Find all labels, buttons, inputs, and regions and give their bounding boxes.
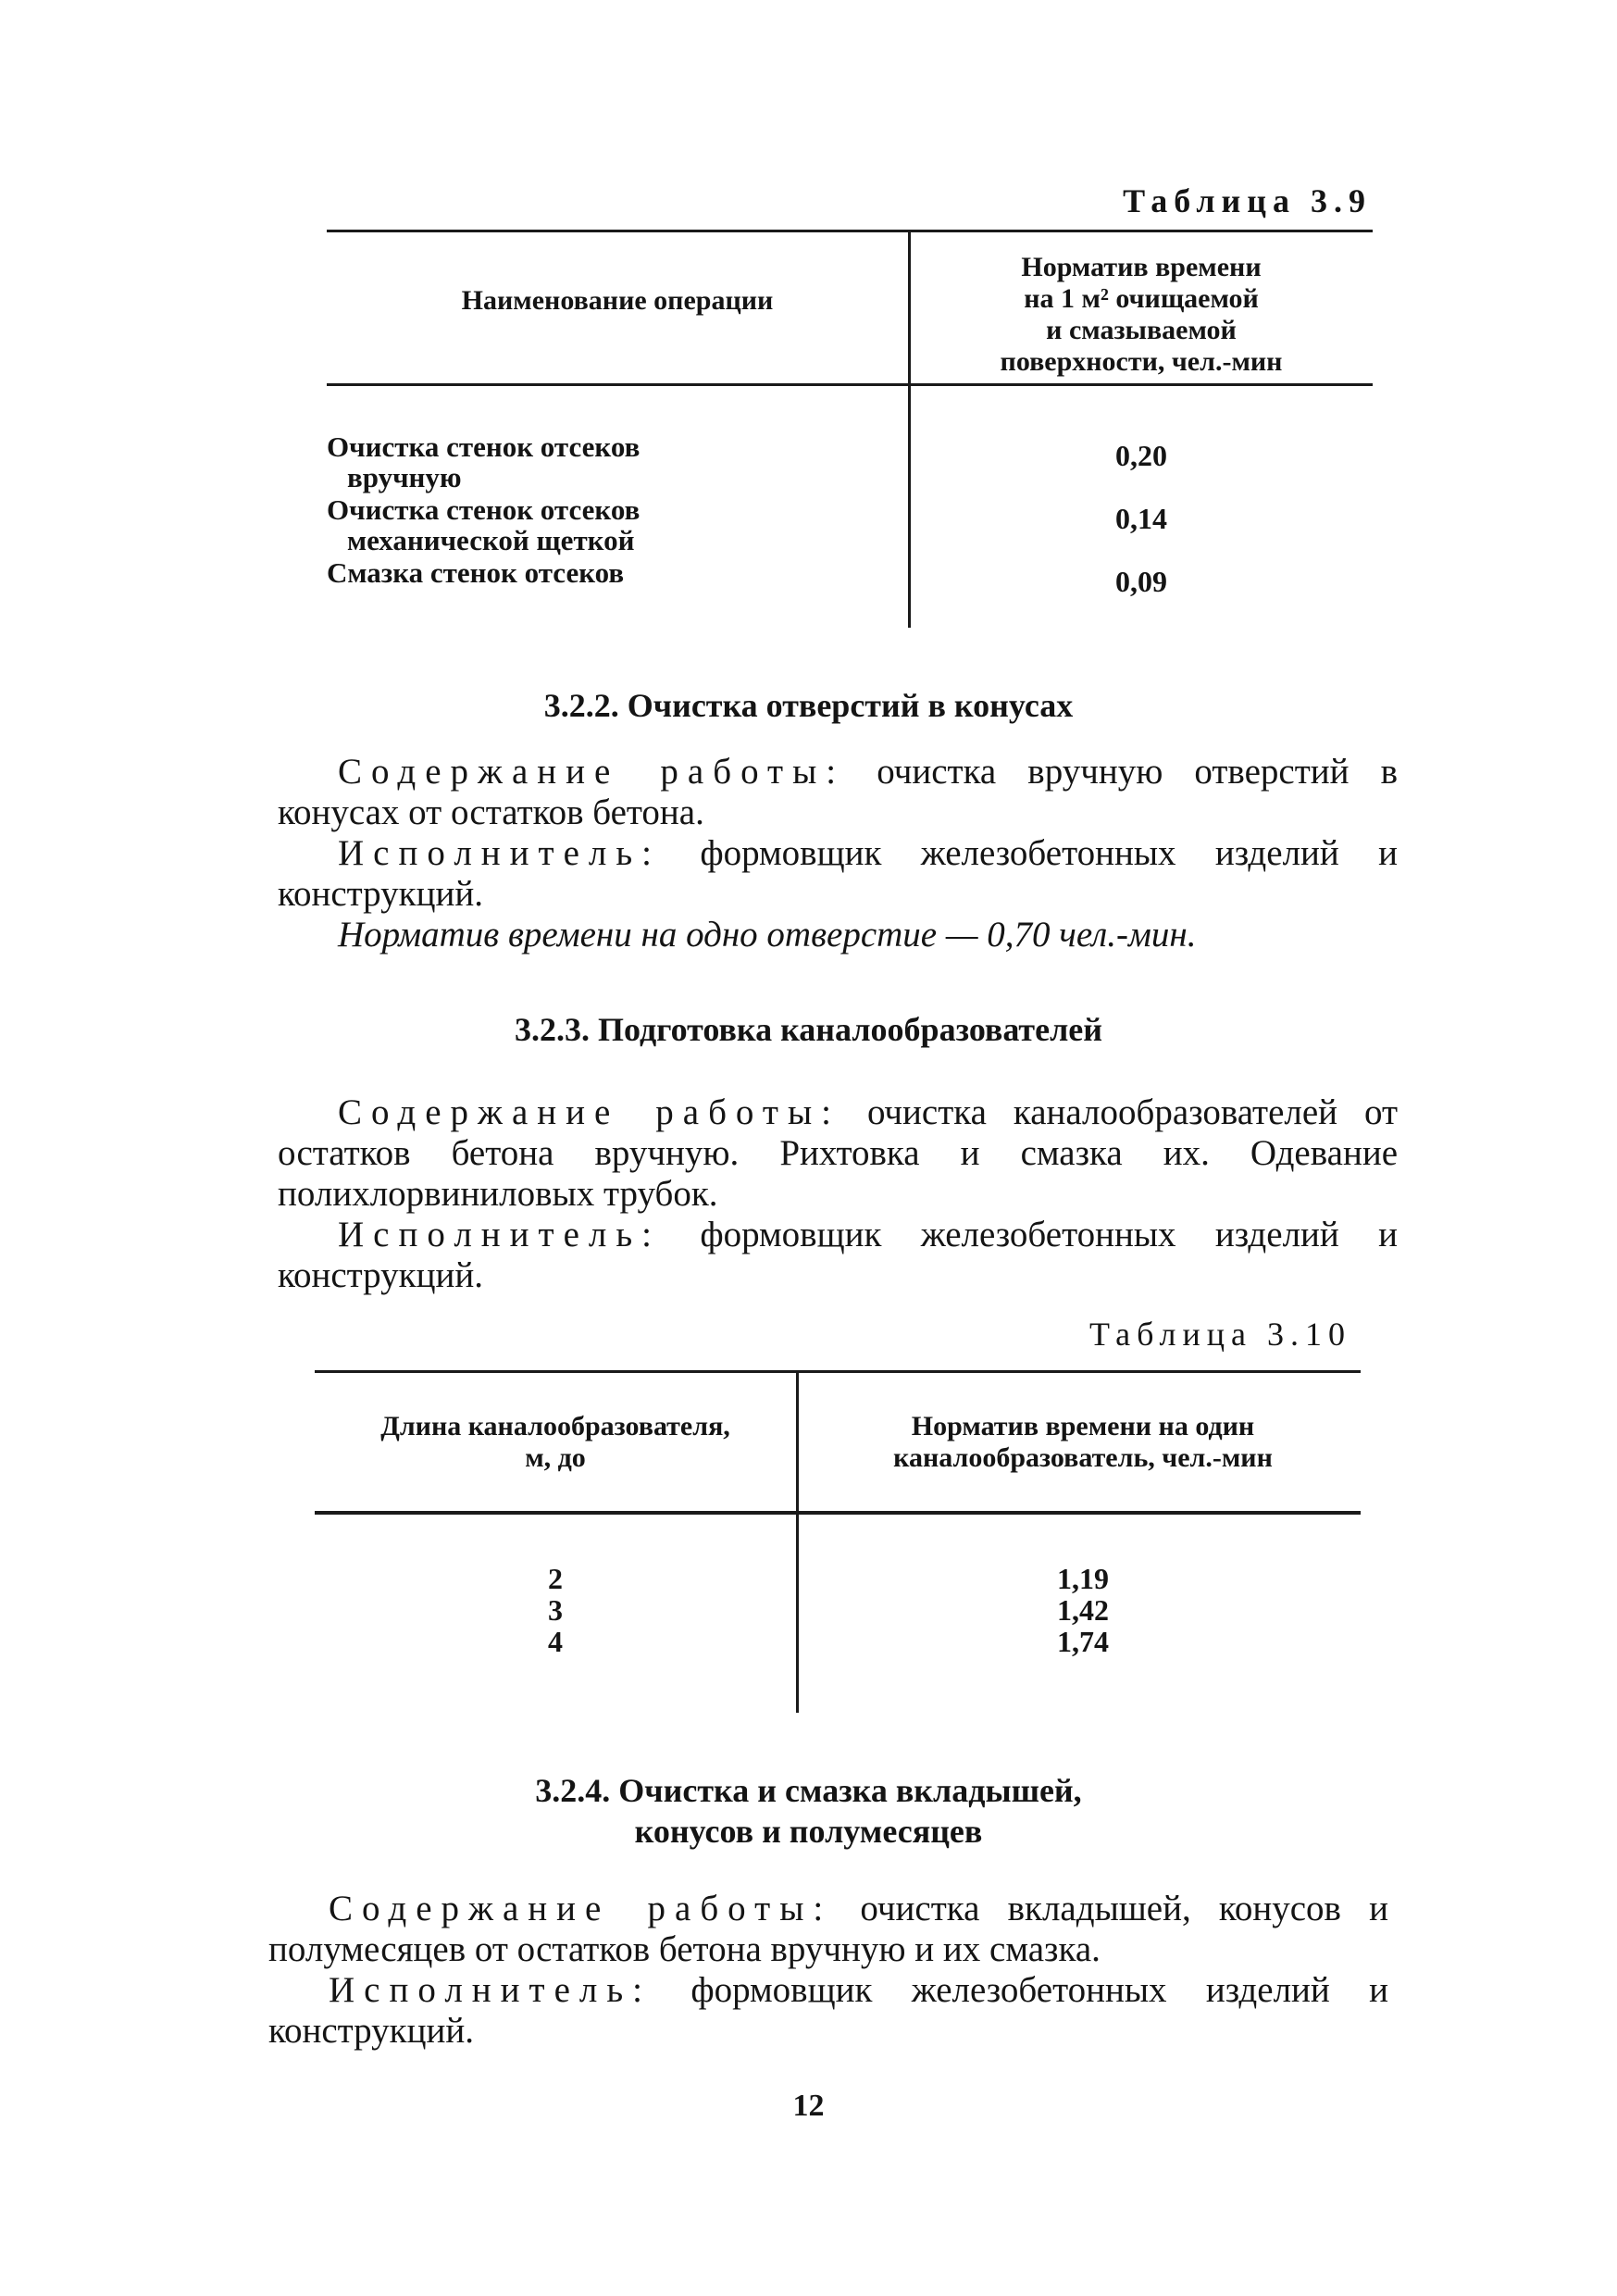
table-row-length: 3 xyxy=(548,1593,563,1627)
table-header-operation: Наименование операции xyxy=(461,285,774,316)
section-3-2-3-executor: Исполнитель: формовщик железобетонных изделий и конструкций. xyxy=(278,1215,1398,1295)
table-header-rule xyxy=(315,1511,1361,1515)
table-header-norm: Норматив времени на 1 м² очищаемой и смазываемой поверхности, чел.-мин xyxy=(1000,252,1283,377)
table-row-name: Смазка стенок отсеков xyxy=(327,556,625,589)
table-row-length: 4 xyxy=(548,1625,563,1658)
table-header-rule xyxy=(327,383,1373,386)
section-3-2-4-heading: 3.2.4. Очистка и смазка вкладышей, конусов и полумесяцев xyxy=(535,1772,1082,1850)
table-row-value: 1,74 xyxy=(1057,1625,1109,1658)
table-header-norm: Норматив времени на один каналообразователь, чел.-мин xyxy=(893,1411,1273,1473)
table-row-name: Очистка стенок отсеков механической щеткой xyxy=(327,493,641,556)
table-top-rule xyxy=(315,1370,1361,1373)
table-column-divider xyxy=(908,230,911,628)
table-row-value: 1,42 xyxy=(1057,1593,1109,1627)
section-3-2-3-content: Содержание работы: очистка каналообразователей от остатков бетона вручную. Рихтовка и смазка их. Одевание полихлорвиниловых трубок. xyxy=(278,1092,1398,1214)
table-3-10 xyxy=(315,1370,1361,1717)
table-3-9 xyxy=(327,230,1373,637)
section-3-2-4-executor: Исполнитель: формовщик железобетонных изделий и конструкций. xyxy=(268,1970,1388,2051)
section-3-2-2-norm: Норматив времени на одно отверстие — 0,70 чел.-мин. xyxy=(338,915,1197,955)
page-number: 12 xyxy=(792,2089,825,2123)
table-row-value: 0,09 xyxy=(1115,565,1167,598)
table-3-10-caption: Таблица 3.10 xyxy=(1089,1316,1351,1353)
table-row-name: Очистка стенок отсеков вручную xyxy=(327,430,641,493)
section-3-2-3-heading: 3.2.3. Подготовка каналообразователей xyxy=(514,1011,1103,1048)
table-top-rule xyxy=(327,230,1373,232)
section-3-2-2-executor: Исполнитель: формовщик железобетонных изделий и конструкций. xyxy=(278,833,1398,914)
table-row-value: 0,14 xyxy=(1115,502,1167,535)
table-row-length: 2 xyxy=(548,1562,563,1595)
table-row-value: 0,20 xyxy=(1115,439,1167,472)
table-row-value: 1,19 xyxy=(1057,1562,1109,1595)
section-3-2-2-content: Содержание работы: очистка вручную отверстий в конусах от остатков бетона. xyxy=(278,752,1399,832)
section-3-2-2-heading: 3.2.2. Очистка отверстий в конусах xyxy=(543,687,1074,724)
table-header-length: Длина каналообразователя, м, до xyxy=(380,1411,730,1473)
table-column-divider xyxy=(796,1370,799,1713)
table-3-9-caption: Таблица 3.9 xyxy=(1123,182,1372,219)
section-3-2-4-content: Содержание работы: очистка вкладышей, конусов и полумесяцев от остатков бетона вручную и их смазка. xyxy=(268,1889,1389,1969)
